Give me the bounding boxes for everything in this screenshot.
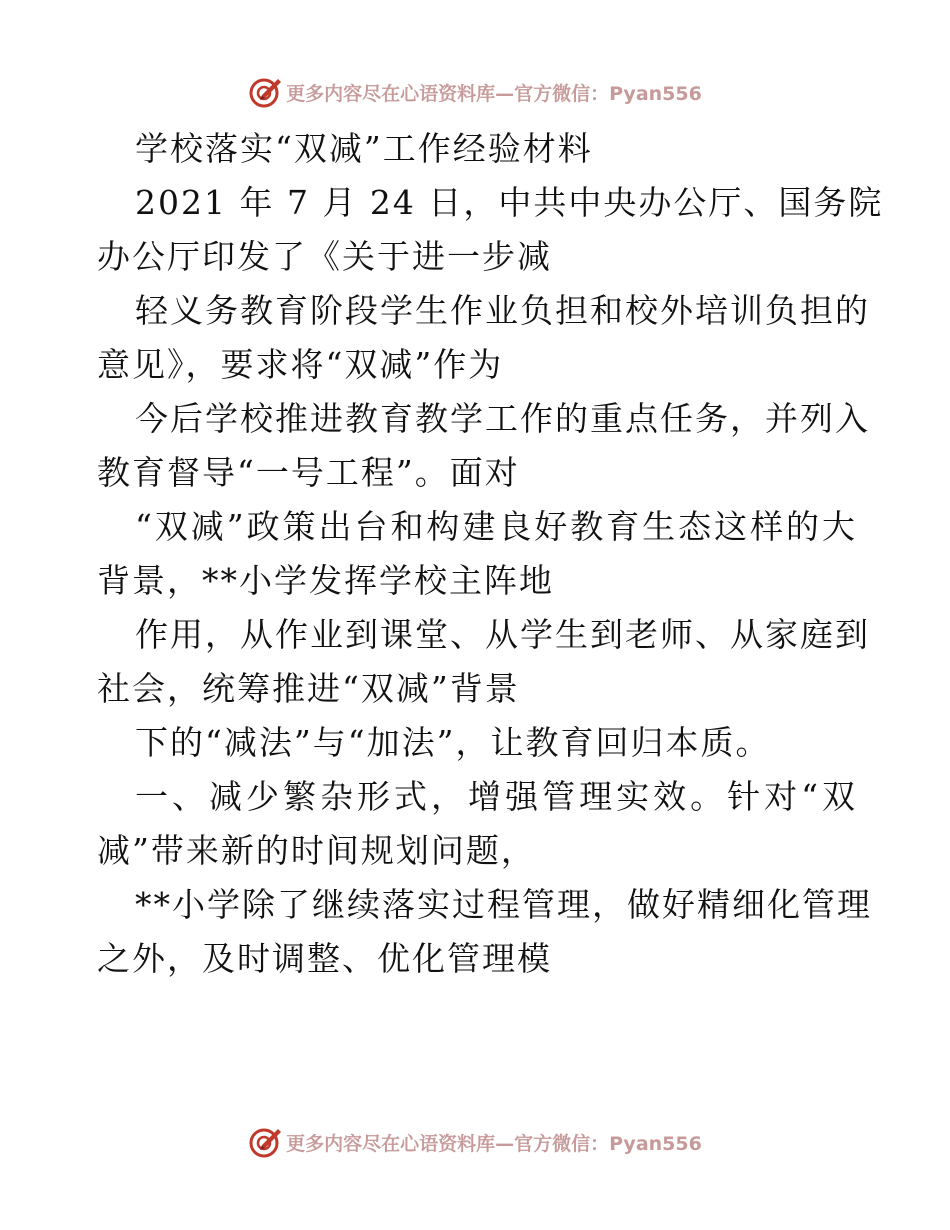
pen-logo-icon (248, 75, 282, 109)
document-body (97, 122, 884, 986)
paragraph-line: 减”带来新的时间规划问题， (97, 831, 536, 870)
header-watermark (0, 72, 950, 112)
paragraph-line: 背景，**小学发挥学校主阵地 (97, 561, 554, 600)
watermark-text: 更多内容尽在心语资料库—官方微信：Pyan556 (286, 82, 702, 105)
paragraph-line: 意见》，要求将“双减”作为 (97, 345, 504, 384)
paragraph-line: 教育督导“一号工程”。面对 (97, 453, 520, 492)
paragraph-line: 2021 年 7 月 24 日，中共中央办公厅、国务院 (135, 183, 884, 222)
paragraph-line: 今后学校推进教育教学工作的重点任务，并列入 (135, 399, 870, 438)
paragraph-line: 社会，统筹推进“双减”背景 (97, 669, 520, 708)
paragraph-line: “双减”政策出台和构建良好教育生态这样的大 (135, 507, 857, 546)
section-heading-line: 一、减少繁杂形式，增强管理实效。针对“双 (135, 777, 857, 816)
paragraph-line: **小学除了继续落实过程管理，做好精细化管理 (135, 885, 872, 924)
paragraph-line: 作用，从作业到课堂、从学生到老师、从家庭到 (135, 615, 870, 654)
document-title: 学校落实“双减”工作经验材料 (135, 129, 593, 168)
paragraph-line: 办公厅印发了《关于进一步减 (97, 237, 552, 276)
paragraph-line: 下的“减法”与“加法”，让教育回归本质。 (135, 723, 771, 762)
paragraph-line: 之外，及时调整、优化管理模 (97, 939, 552, 978)
watermark-text: 更多内容尽在心语资料库—官方微信：Pyan556 (286, 1132, 702, 1155)
paragraph-line: 轻义务教育阶段学生作业负担和校外培训负担的 (135, 291, 870, 330)
pen-logo-icon (248, 1125, 282, 1159)
footer-watermark (0, 1122, 950, 1162)
